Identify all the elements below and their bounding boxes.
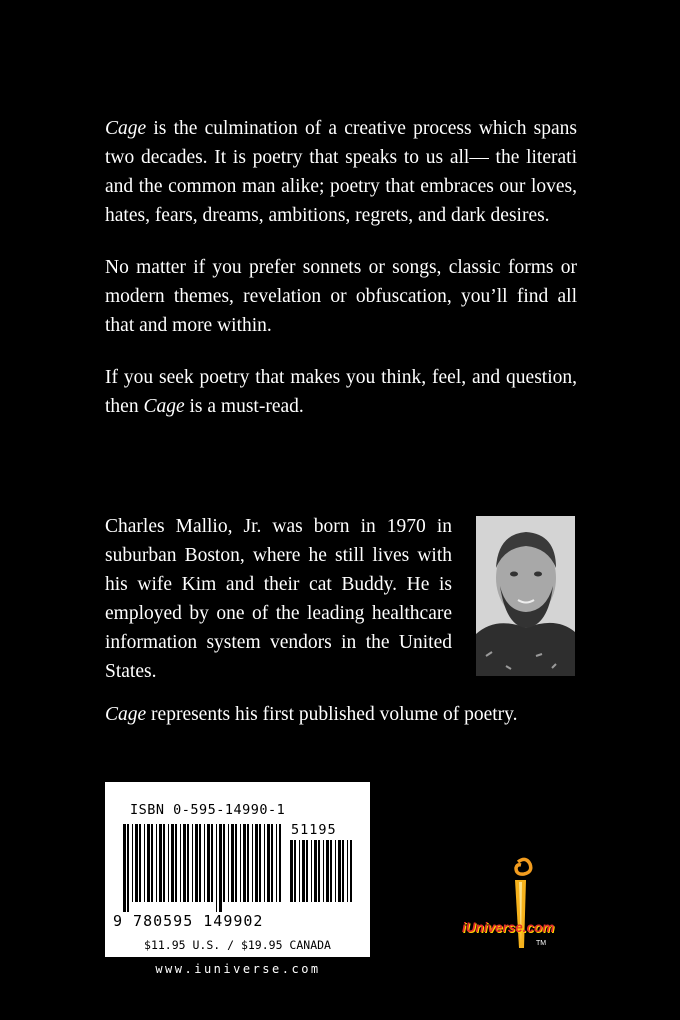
author-photo bbox=[476, 516, 575, 676]
ean-barcode-bars bbox=[123, 824, 281, 912]
ean-digits: 9 780595 149902 bbox=[113, 912, 264, 930]
iuniverse-logo-mark bbox=[460, 852, 590, 952]
barcode-panel bbox=[105, 782, 370, 957]
isbn-number: ISBN 0-595-14990-1 bbox=[130, 802, 286, 818]
trademark-symbol: TM bbox=[536, 940, 547, 947]
book-title-italic: Cage bbox=[105, 118, 147, 139]
first-volume-text: represents his first published volume of poetry. bbox=[146, 704, 518, 725]
back-cover-blurb bbox=[105, 114, 577, 444]
blurb-paragraph-3 bbox=[105, 363, 577, 421]
book-title-italic: Cage bbox=[105, 704, 147, 725]
price-code-digits: 51195 bbox=[291, 822, 337, 838]
iuniverse-logo-text: iUniverse.com bbox=[462, 920, 555, 935]
iuniverse-logo bbox=[460, 852, 590, 952]
publisher-website: www.iuniverse.com bbox=[155, 962, 321, 976]
first-volume-note bbox=[105, 700, 585, 729]
blurb-paragraph-2: No matter if you prefer sonnets or songs, classic forms or modern themes, revelation or obfuscation, you’ll find all that and more within. bbox=[105, 257, 577, 336]
blurb-text: is a must-read. bbox=[184, 396, 304, 417]
blurb-text: If you seek poetry that makes you think, feel, and question, then bbox=[105, 367, 577, 417]
blurb-text: is the culmination of a creative process which spans two decades. It is poetry that speaks to us all— the literati and the common man alike; poetry that embraces our loves, hates, fears, dreams, ambitions, regrets, and dark desires. bbox=[105, 118, 577, 226]
book-title-italic: Cage bbox=[143, 396, 185, 417]
price-code-bars bbox=[290, 840, 352, 912]
blurb-paragraph-1 bbox=[105, 114, 577, 230]
author-bio: Charles Mallio, Jr. was born in 1970 in suburban Boston, where he still lives with his wife Kim and their cat Buddy. He is employed by one of the leading healthcare information system vendors in the United States. bbox=[105, 516, 452, 682]
price-label: $11.95 U.S. / $19.95 CANADA bbox=[144, 938, 331, 952]
